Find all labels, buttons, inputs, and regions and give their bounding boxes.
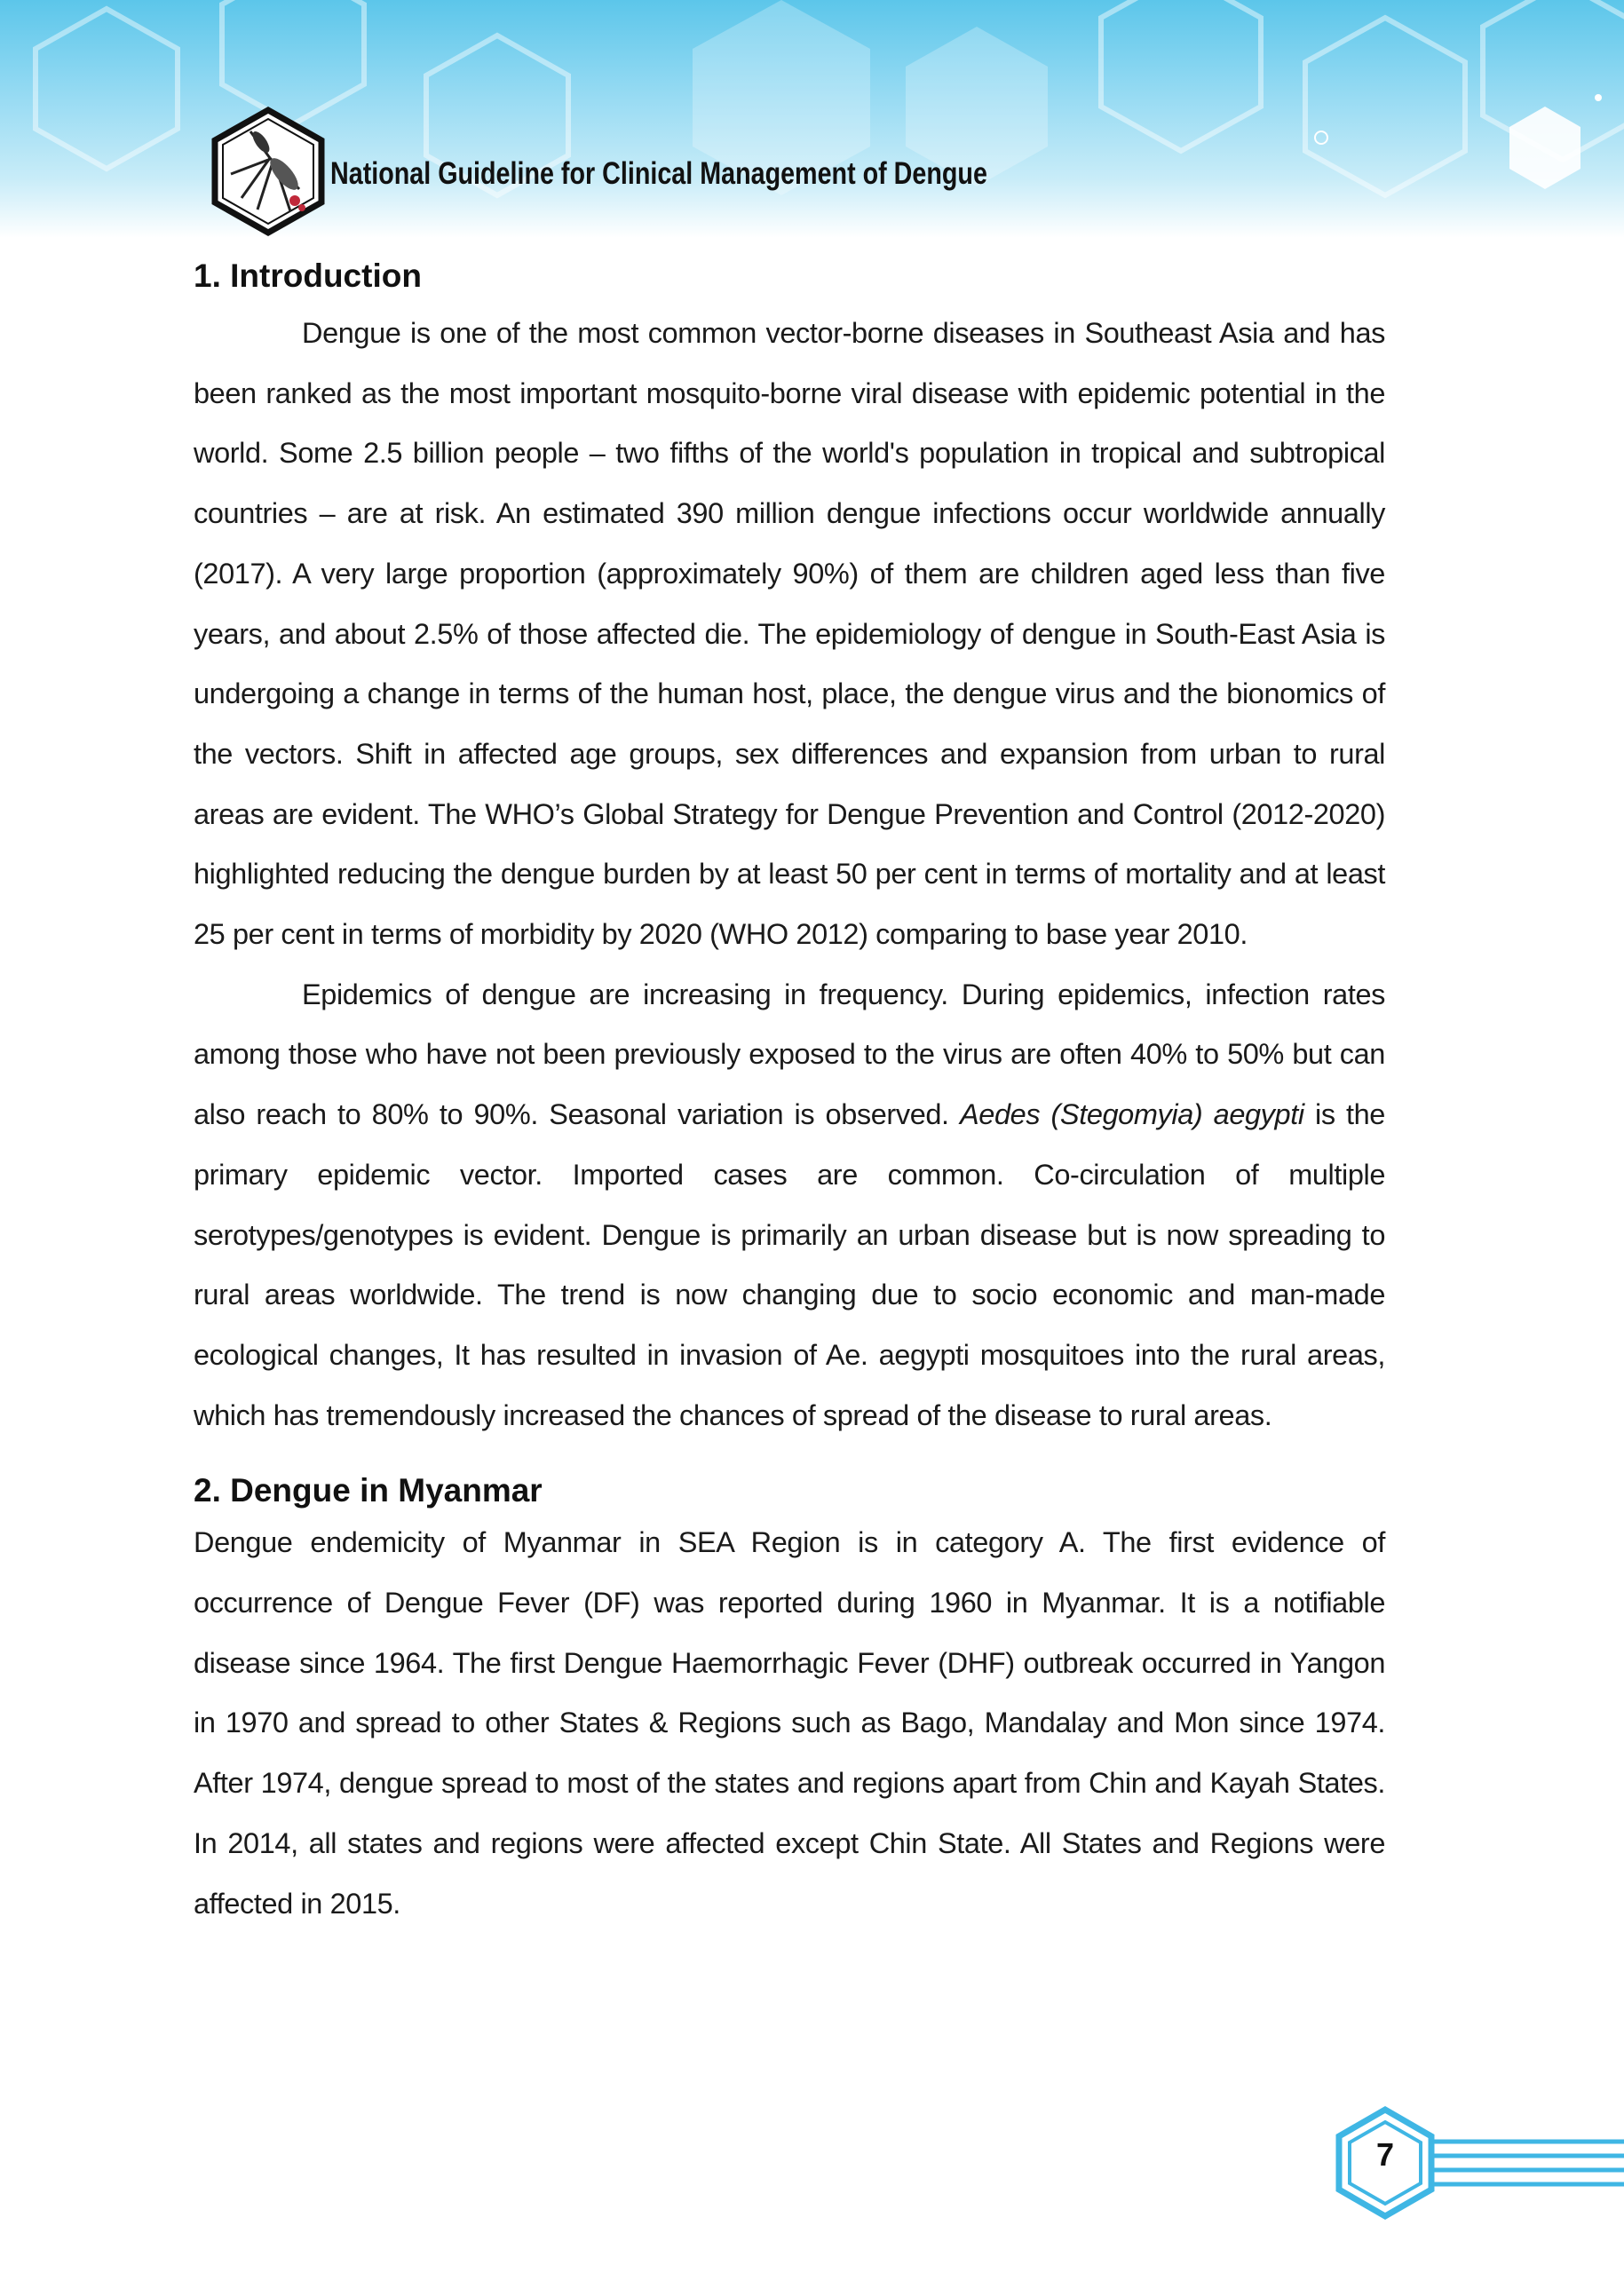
page-number-badge [1332,2103,1624,2222]
paragraph-text: is the primary epidemic vector. Imported cases are common. Co-circulation of multiple serotypes/genotypes is evident. Dengue is primarily an urban disease but is now spreading to rural areas worldwide. The trend is now changing due to socio economic and man-made ecological changes, It has resulted in invasion of Ae. aegypti mosquitoes into the rural areas, which has tremendously increased the chances of spread of the disease to rural areas. [194,1098,1385,1431]
paragraph-text: Epidemics of dengue are increasing in frequency. During epidemics, infection rates among those who have not been previously exposed to the virus are often 40% to 50% but can also reach to 80% to 90%. Seasonal variation is observed. [194,978,1385,1131]
species-name-italic: Aedes (Stegomyia) aegypti [960,1098,1304,1131]
mosquito-logo-icon [206,105,330,238]
paragraph-myanmar-1: Dengue endemicity of Myanmar in SEA Region is in category A. The first evidence of occurrence of Dengue Fever (DF) was reported during 1960 in Myanmar. It is a notifiable disease since 1964. The first Dengue Haemorrhagic Fever (DHF) outbreak occurred in Yangon in 1970 and spread to other States & Regions such as Bago, Mandalay and Mon since 1974. After 1974, dengue spread to most of the states and regions apart from Chin and Kayah States. In 2014, all states and regions were affected except Chin State. All States and Regions were affected in 2015. [194,1526,1385,1920]
paragraph-introduction-2 [194,965,1385,1446]
main-content [194,257,1385,1934]
document-header-title: National Guideline for Clinical Management of Dengue [330,156,987,191]
paragraph-introduction-1: Dengue is one of the most common vector-borne diseases in Southeast Asia and has been ranked as the most important mosquito-borne viral disease with epidemic potential in the world. Some 2.5 billion people – two fifths of the world's population in tropical and subtropical countries – are at risk. An estimated 390 million dengue infections occur worldwide annually (2017). A very large proportion (approximately 90%) of them are children aged less than five years, and about 2.5% of those affected die. The epidemiology of dengue in South-East Asia is undergoing a change in terms of the human host, place, the dengue virus and the bionomics of the vectors. Shift in affected age groups, sex differences and expansion from urban to rural areas are evident. The WHO’s Global Strategy for Dengue Prevention and Control (2012-2020) highlighted reducing the dengue burden by at least 50 per cent in terms of mortality and at least 25 per cent in terms of morbidity by 2020 (WHO 2012) comparing to base year 2010. [194,317,1385,951]
section-heading-dengue-in-myanmar: 2. Dengue in Myanmar [194,1472,543,1509]
page-number: 7 [1375,2136,1395,2173]
section-heading-introduction: 1. Introduction [194,257,422,294]
